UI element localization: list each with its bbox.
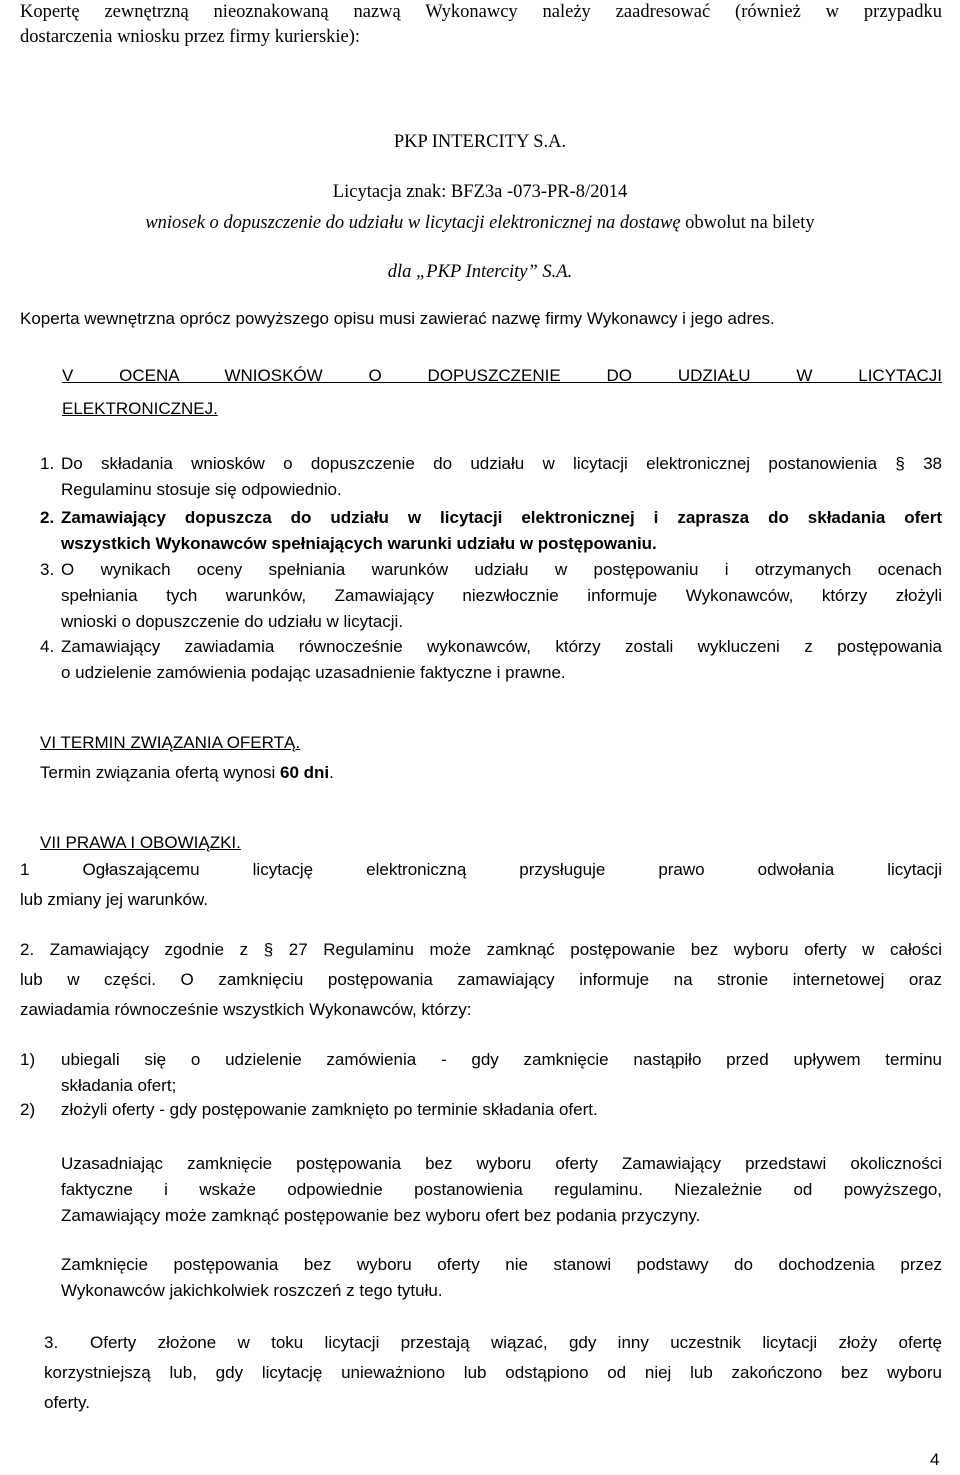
section-7-heading: VII PRAWA I OBOWIĄZKI. [40, 833, 241, 852]
section-7-p1-line-2: lub zmiany jej warunków. [20, 890, 209, 909]
item-line: O wynikach oceny spełniania warunków udziału w postępowaniu i otrzymanych ocenach [61, 560, 942, 579]
inner-envelope-note: Koperta wewnętrzna oprócz powyższego opisu musi zawierać nazwę firmy Wykonawcy i jego adres. [20, 309, 775, 328]
item-line: Regulaminu stosuje się odpowiednio. [61, 480, 342, 499]
section-7-p5-line-2: korzystniejszą lub, gdy licytację unieważniono lub odstąpiono od niej lub zakończono bez wyboru [44, 1363, 942, 1382]
paragraph-line: Oferty złożone w toku licytacji przestają wiązać, gdy inny uczestnik licytacji złoży ofertę [90, 1333, 942, 1352]
section-5-item-4 [40, 634, 942, 686]
subject-plain: obwolut na bilety [680, 213, 815, 233]
section-7-p2-line-1: 2. Zamawiający zgodnie z § 27 Regulaminu może zamknąć postępowanie bez wyboru oferty w całości [20, 940, 942, 959]
subject-italic: wniosek o dopuszczenie do udziału w licytacji elektronicznej na dostawę [145, 213, 681, 233]
company-name: PKP INTERCITY S.A. [393, 132, 567, 152]
closure-list-item-2 [20, 1097, 942, 1123]
binding-period-end: . [329, 763, 334, 782]
section-5-heading-line-1: V OCENA WNIOSKÓW O DOPUSZCZENIE DO UDZIAŁU W LICYTACJI [62, 366, 942, 385]
section-7-p3-line-3: Zamawiający może zamknąć postępowanie bez wyboru ofert bez podania przyczyny. [61, 1206, 701, 1225]
for-line: dla „PKP Intercity” S.A. [387, 262, 573, 282]
list-marker: 2) [20, 1100, 36, 1119]
intro-line-2: dostarczenia wniosku przez firmy kurierskie): [20, 27, 361, 47]
closure-list-item-1 [20, 1047, 942, 1099]
section-7-p3-line-2: faktyczne i wskaże odpowiednie postanowienia regulaminu. Niezależnie od powyższego, [61, 1180, 942, 1199]
item-number: 3. [40, 560, 55, 579]
page-number: 4 [930, 1450, 940, 1469]
section-7-p3-line-1: Uzasadniając zamknięcie postępowania bez wyboru oferty Zamawiający przedstawi okoliczności [61, 1154, 942, 1173]
section-7-p4-line-1: Zamknięcie postępowania bez wyboru oferty nie stanowi podstawy do dochodzenia przez [61, 1255, 942, 1274]
section-5-item-3 [40, 557, 942, 635]
list-marker: 1) [20, 1050, 36, 1069]
paragraph-number: 3. [44, 1333, 59, 1352]
reference-line [0, 180, 960, 205]
section-5-item-1 [40, 451, 942, 503]
binding-period-text: Termin związania ofertą wynosi [40, 763, 280, 782]
list-line: ubiegali się o udzielenie zamówienia - gdy zamknięcie nastąpiło przed upływem terminu [61, 1050, 942, 1069]
list-line: składania ofert; [61, 1076, 177, 1095]
section-7-p2-line-2: lub w części. O zamknięciu postępowania zamawiający informuje na stronie internetowej oraz [20, 970, 942, 989]
item-number: 2. [40, 508, 55, 527]
section-5-heading-line-2: ELEKTRONICZNEJ. [62, 399, 218, 418]
section-5-item-2 [40, 505, 942, 557]
item-line: o udzielenie zamówienia podając uzasadnienie faktyczne i prawne. [61, 663, 566, 682]
list-line: złożyli oferty - gdy postępowanie zamknięto po terminie składania ofert. [61, 1100, 598, 1119]
item-line: Zamawiający dopuszcza do udziału w licytacji elektronicznej i zaprasza do składania ofert [61, 508, 942, 527]
subject-line [0, 211, 960, 236]
item-number: 4. [40, 637, 55, 656]
section-6-text [40, 760, 334, 786]
binding-period-value: 60 dni [279, 763, 330, 782]
section-6-heading: VI TERMIN ZWIĄZANIA OFERTĄ. [40, 733, 301, 752]
section-7-p4-line-2: Wykonawców jakichkolwiek roszczeń z tego tytułu. [61, 1281, 443, 1300]
section-7-p2-line-3: zawiadamia równocześnie wszystkich Wykonawców, którzy: [20, 1000, 472, 1019]
section-7-p5 [44, 1330, 942, 1356]
item-line: Zamawiający zawiadamia równocześnie wykonawców, którzy zostali wykluczeni z postępowania [61, 637, 942, 656]
section-7-p5-line-3: oferty. [44, 1393, 90, 1412]
item-line: spełniania tych warunków, Zamawiający niezwłocznie informuje Wykonawców, którzy złożyli [61, 586, 942, 605]
item-line: wnioski o dopuszczenie do udziału w licytacji. [61, 612, 404, 631]
item-number: 1. [40, 454, 55, 473]
item-line: wszystkich Wykonawców spełniających warunki udziału w postępowaniu. [61, 534, 657, 553]
section-7-p1-line-1: 1 Ogłaszającemu licytację elektroniczną przysługuje prawo odwołania licytacji [20, 860, 942, 879]
reference-text: Licytacja znak: BFZ3a -073-PR-8/2014 [332, 182, 628, 202]
item-line: Do składania wniosków o dopuszczenie do udziału w licytacji elektronicznej postanowienia § 38 [61, 454, 942, 473]
intro-line-1: Kopertę zewnętrzną nieoznakowaną nazwą Wykonawcy należy zaadresować (również w przypadku [20, 2, 942, 22]
